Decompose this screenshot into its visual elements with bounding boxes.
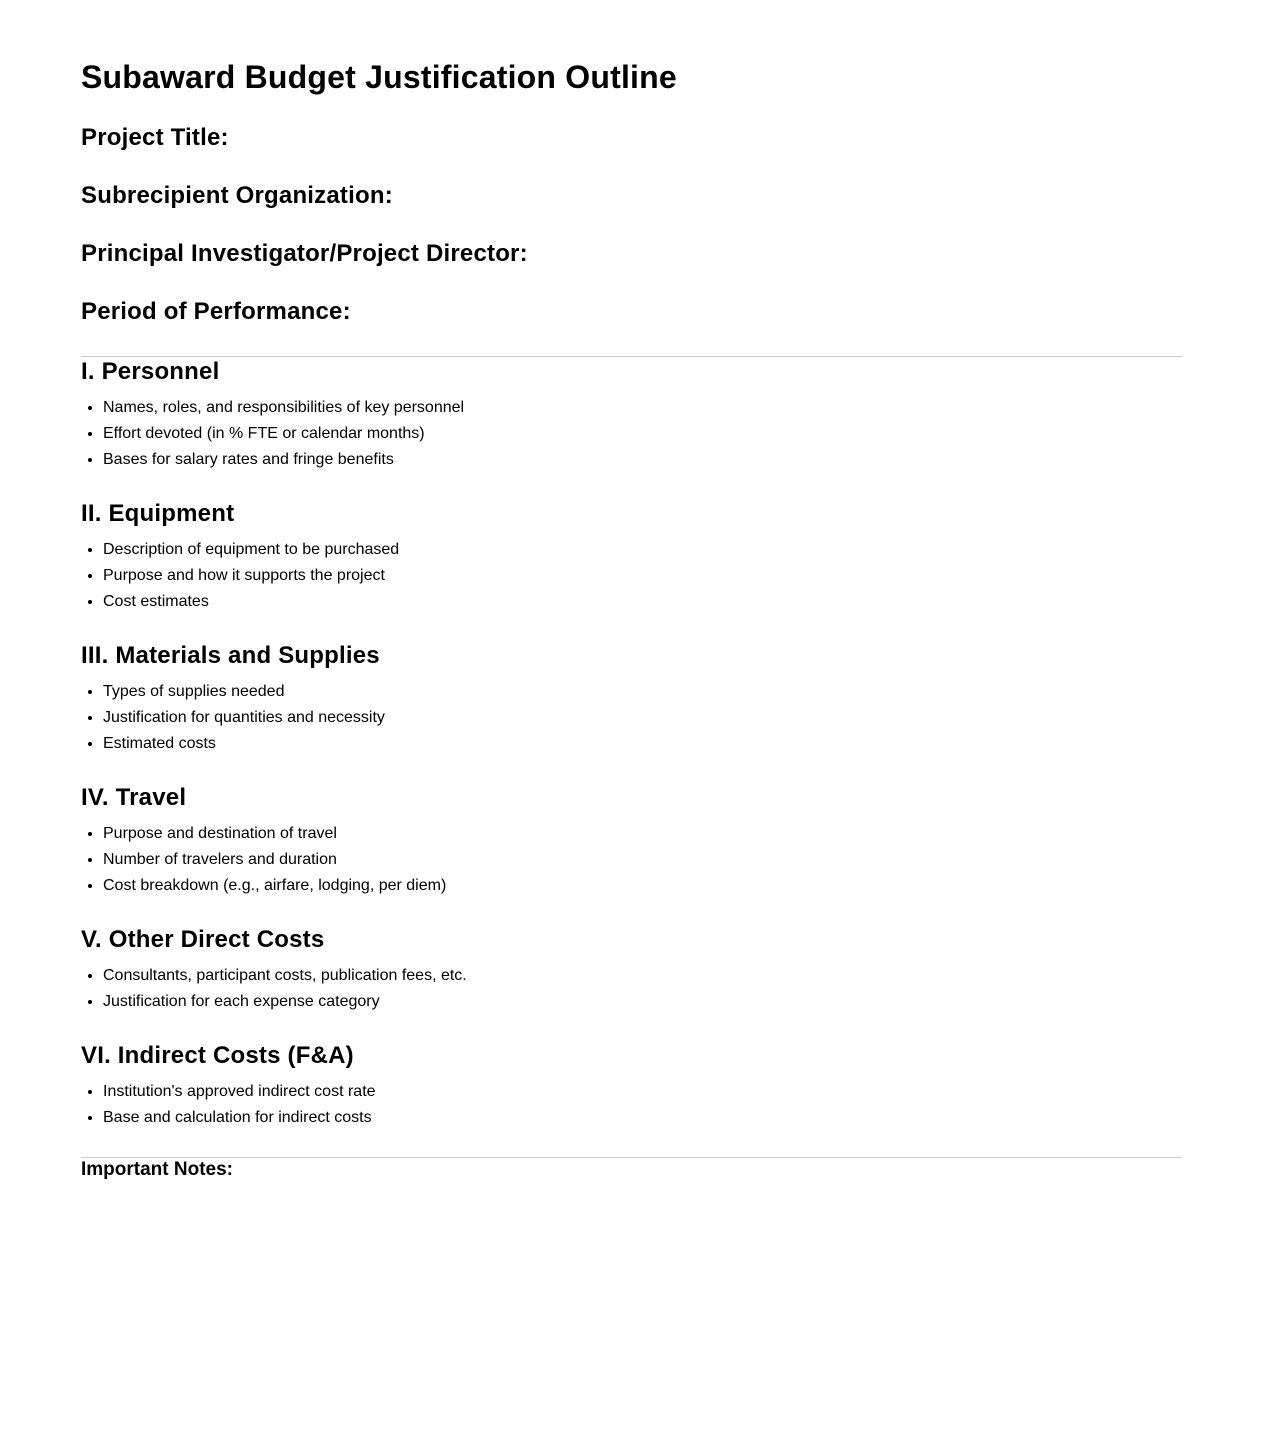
important-notes-label: Important Notes: xyxy=(81,1159,233,1180)
section-other-direct-costs xyxy=(81,925,1182,1015)
period-of-performance-field: Period of Performance: xyxy=(81,298,351,325)
list-item: • Effort devoted (in % FTE or calendar months) xyxy=(103,421,1182,447)
list-item: • Estimated costs xyxy=(103,731,1182,757)
section-materials-supplies xyxy=(81,641,1182,757)
bullet-list xyxy=(81,537,1182,615)
section-heading: I. Personnel xyxy=(81,358,220,385)
list-item: • Bases for salary rates and fringe benefits xyxy=(103,447,1182,473)
principal-investigator-field: Principal Investigator/Project Director: xyxy=(81,240,528,267)
bullet-list xyxy=(81,395,1182,473)
section-heading: III. Materials and Supplies xyxy=(81,642,380,669)
section-heading: II. Equipment xyxy=(81,500,235,527)
section-heading: VI. Indirect Costs (F&A) xyxy=(81,1042,354,1069)
section-equipment xyxy=(81,499,1182,615)
list-item: • Cost estimates xyxy=(103,589,1182,615)
list-item: • Types of supplies needed xyxy=(103,679,1182,705)
bullet-list xyxy=(81,963,1182,1015)
subrecipient-organization-field: Subrecipient Organization: xyxy=(81,182,393,209)
bullet-list xyxy=(81,1079,1182,1131)
list-item: • Consultants, participant costs, publication fees, etc. xyxy=(103,963,1182,989)
section-travel xyxy=(81,783,1182,899)
bullet-list xyxy=(81,679,1182,757)
list-item: • Description of equipment to be purchased xyxy=(103,537,1182,563)
list-item: • Number of travelers and duration xyxy=(103,847,1182,873)
project-info-fields xyxy=(81,124,1182,326)
bullet-list xyxy=(81,821,1182,899)
list-item: • Names, roles, and responsibilities of key personnel xyxy=(103,395,1182,421)
list-item: • Purpose and how it supports the project xyxy=(103,563,1182,589)
list-item: • Justification for quantities and necessity xyxy=(103,705,1182,731)
list-item: • Base and calculation for indirect costs xyxy=(103,1105,1182,1131)
section-personnel xyxy=(81,357,1182,473)
section-indirect-costs xyxy=(81,1041,1182,1131)
section-heading: V. Other Direct Costs xyxy=(81,926,325,953)
document-title: Subaward Budget Justification Outline xyxy=(81,59,677,95)
list-item: • Cost breakdown (e.g., airfare, lodging, per diem) xyxy=(103,873,1182,899)
section-heading: IV. Travel xyxy=(81,784,187,811)
list-item: • Justification for each expense category xyxy=(103,989,1182,1015)
list-item: • Institution's approved indirect cost rate xyxy=(103,1079,1182,1105)
list-item: • Purpose and destination of travel xyxy=(103,821,1182,847)
project-title-field: Project Title: xyxy=(81,124,229,151)
